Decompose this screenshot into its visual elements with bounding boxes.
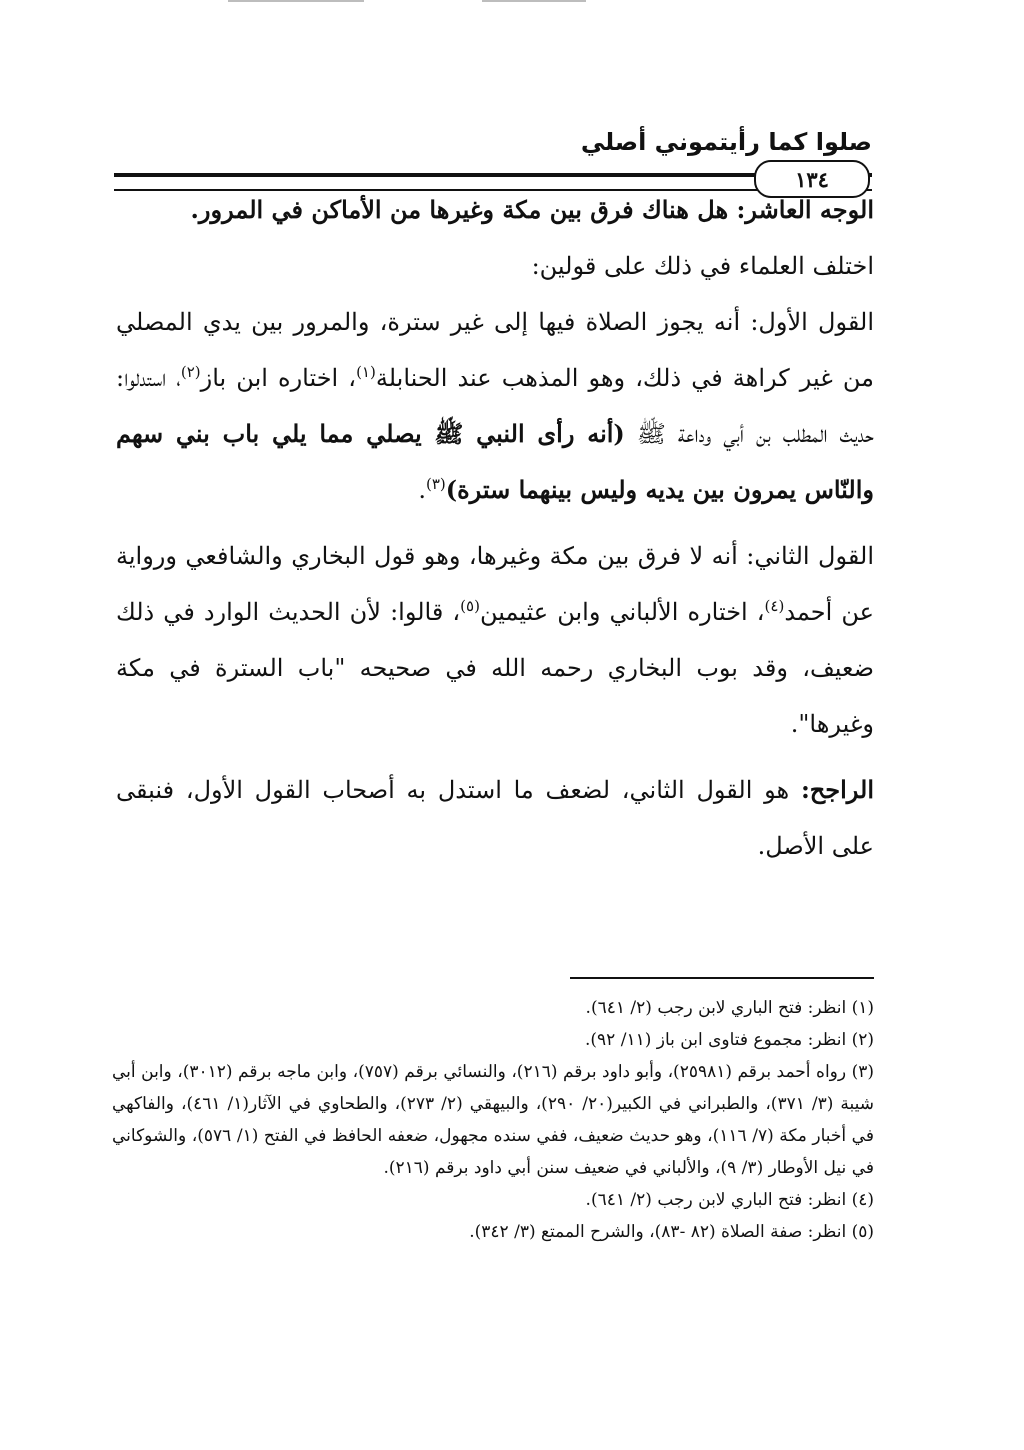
first-opinion-end: . <box>418 476 426 504</box>
first-opinion-paragraph <box>116 294 874 518</box>
first-opinion-text-b: ، اختاره ابن باز <box>200 364 357 392</box>
preferred-text: هو القول الثاني، لضعف ما استدل به أصحاب القول الأول، فنبقى على الأصل. <box>116 776 874 860</box>
intro-paragraph: اختلف العلماء في ذلك على قولين: <box>531 252 874 280</box>
footnote-ref-1: (١) <box>356 363 376 381</box>
footnotes <box>112 992 874 1248</box>
hadith-quote: (أنه رأى النبي ﷺ يصلي مما يلي باب بني سهم والنّاس يمرون بين يديه وليس بينهما سترة) <box>116 419 874 504</box>
footnote-5: (٥) انظر: صفة الصلاة (٨٢ -٨٣)، والشرح الممتع (٣/ ٣٤٢). <box>469 1222 874 1242</box>
book-title: صلوا كما رأيتموني أصلي <box>580 128 872 156</box>
footnote-ref-4: (٤) <box>764 597 785 615</box>
footnote-ref-2: (٢) <box>180 363 201 381</box>
footnote-2: (٢) انظر: مجموع فتاوى ابن باز (١١/ ٩٢). <box>585 1030 874 1050</box>
second-opinion-text-b: ، اختاره الألباني وابن عثيمين <box>479 598 765 626</box>
scan-mark-left <box>228 0 364 2</box>
footnote-ref-5: (٥) <box>460 597 480 615</box>
first-opinion-text-a: القول الأول: أنه يجوز الصلاة فيها إلى غير سترة، والمرور بين يدي المصلي من غير كراهة في ذلك، وهو المذهب عند الحنابلة <box>116 308 874 392</box>
preferred-opinion-paragraph <box>116 762 874 874</box>
footnote-4: (٤) انظر: فتح الباري لابن رجب (٢/ ٦٤١). <box>585 1190 874 1210</box>
second-opinion-text-a: القول الثاني: أنه لا فرق بين مكة وغيرها، وهو قول البخاري والشافعي ورواية عن أحمد <box>116 542 874 626</box>
footnote-ref-3: (٣) <box>425 475 446 493</box>
scan-mark-right <box>482 0 586 2</box>
first-opinion-text-c: ، استدلوا: حديث المطلب بن أبي وداعة ﷺ <box>116 364 874 448</box>
section-heading: الوجه العاشر: هل هناك فرق بين مكة وغيرها من الأماكن في المرور. <box>190 195 874 224</box>
footnote-1: (١) انظر: فتح الباري لابن رجب (٢/ ٦٤١). <box>585 998 874 1018</box>
second-opinion-paragraph <box>116 528 874 752</box>
second-opinion-text-c: ، قالوا: لأن الحديث الوارد في ذلك ضعيف، وقد بوب البخاري رحمه الله في صحيحه "باب السترة في مكة وغيرها". <box>116 598 874 738</box>
footnote-divider <box>570 977 874 979</box>
footnote-3: (٣) رواه أحمد برقم (٢٥٩٨١)، وأبو داود برقم (٢١٦)، والنسائي برقم (٧٥٧)، وابن ماجه برقم (٣٠١٢)، وابن أبي شيبة (٣/ ٣٧١)، والطبراني في الكبير(٢٠/ ٢٩٠)، والبيهقي (٢/ ٢٧٣)، والطحاوي في الآثار(١/ ٤٦١)، والفاكهي في أخبار مكة (٧/ ١١٦)، وهو حديث ضعيف، ففي سنده مجهول، ضعفه الحافظ في الفتح (١/ ٥٧٦)، والشوكاني في نيل الأوطار (٣/ ٩)، والألباني في ضعيف سنن أبي داود برقم (٢١٦). <box>112 1062 875 1178</box>
preferred-label: الراجح: <box>800 775 875 804</box>
main-body <box>116 182 874 874</box>
page-number: ١٣٤ <box>795 166 829 192</box>
